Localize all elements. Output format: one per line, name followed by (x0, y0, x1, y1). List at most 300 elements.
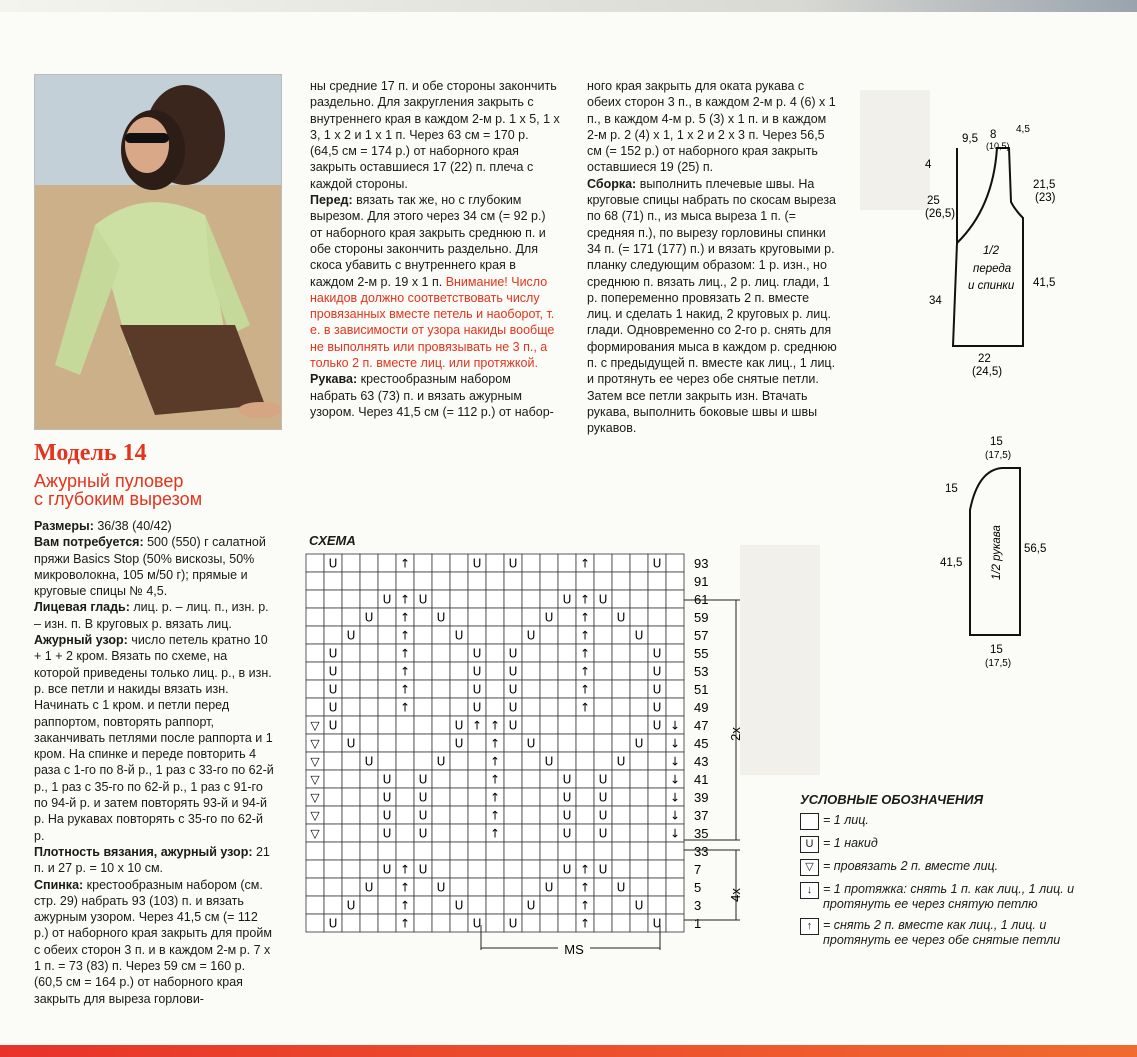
yarn-over-symbol: U (436, 880, 446, 895)
yarn-over-symbol: U (652, 700, 662, 715)
para-text: 21 п. и 27 р. = 10 х 10 см. (34, 844, 270, 876)
model-photo-illustration (35, 75, 281, 429)
yarn-over-symbol: U (562, 826, 572, 841)
body-schematic (895, 118, 1095, 388)
chart-cell (522, 788, 540, 806)
chart-cell (396, 842, 414, 860)
yarn-over-symbol: U (454, 718, 464, 733)
down-arrow-symbol: ↓ (669, 790, 681, 805)
knitting-chart (300, 550, 760, 965)
chart-cell (558, 716, 576, 734)
chart-cell (342, 806, 360, 824)
chart-cell (558, 626, 576, 644)
chart-cell (594, 716, 612, 734)
chart-cell (396, 770, 414, 788)
up-arrow-symbol: ↑ (399, 916, 411, 931)
chart-cell (594, 752, 612, 770)
chart-cell (414, 698, 432, 716)
yarn-over-symbol: U (382, 772, 392, 787)
repeat-label-4x: 4x (728, 888, 743, 902)
text-column-1 (34, 518, 274, 1007)
up-arrow-symbol: ↑ (399, 646, 411, 661)
yarn-over-symbol: U (328, 646, 338, 661)
row-label: 37 (694, 808, 709, 823)
down-arrow-symbol: ↓ (669, 826, 681, 841)
chart-cell (612, 788, 630, 806)
para-text: крестообразным набором (см. стр. 29) набрать 93 (103) п. и вязать ажурным узором. Через 41,5 см (= 112 р.) от наборного края закрыть для пройм с обеих сторон 3 п. и в каждом 2-м р. 7 х 1 п. = 73 (83) п. Через 59 см = 160 р. (60,5 см = 164 р.) от наборного края закрыть для выреза горлови- (34, 877, 272, 1006)
chart-cell (630, 770, 648, 788)
row-label: 41 (694, 772, 709, 787)
row-label: 43 (694, 754, 709, 769)
chart-cell (414, 734, 432, 752)
dim-left-25b: (26,5) (925, 208, 956, 220)
up-arrow-symbol: ↑ (579, 862, 591, 877)
chart-cell (414, 914, 432, 932)
para-text: вязать так же, но с глубоким вырезом. Для этого через 34 см (= 92 р.) от наборного края закрыть среднюю п. и обе стороны закончить раздельно. Для скоса убавить с внутреннего края в каждом 2-м р. 19 х 1 п. (310, 193, 546, 289)
up-arrow-symbol: ↑ (579, 682, 591, 697)
chart-cell (540, 842, 558, 860)
yarn-over-symbol: U (544, 610, 554, 625)
chart-cell (378, 698, 396, 716)
chart-cell (450, 770, 468, 788)
chart-cell (558, 842, 576, 860)
dim-bottom2: (24,5) (972, 366, 1003, 378)
yarn-over-symbol: U (544, 754, 554, 769)
chart-cell (594, 896, 612, 914)
chart-cell (378, 662, 396, 680)
up-arrow-symbol: ↑ (399, 682, 411, 697)
chart-cell (432, 590, 450, 608)
chart-cell (450, 698, 468, 716)
yarn-over-symbol: U (418, 790, 428, 805)
yarn-over-symbol: U (526, 736, 536, 751)
chart-cell (540, 662, 558, 680)
yarn-over-symbol: U (598, 790, 608, 805)
chart-cell (630, 608, 648, 626)
up-arrow-symbol: ↑ (399, 898, 411, 913)
chart-cell (450, 860, 468, 878)
yarn-over-symbol: U (562, 772, 572, 787)
para-heading: Сборка: (587, 176, 637, 191)
chart-cell (648, 752, 666, 770)
chart-cell (468, 788, 486, 806)
para-heading: Спинка: (34, 877, 84, 892)
chart-cell (432, 572, 450, 590)
k2tog-symbol: ▽ (310, 754, 320, 769)
chart-cell (450, 752, 468, 770)
row-label: 1 (694, 916, 702, 931)
scheme-label: СХЕМА (309, 533, 356, 548)
chart-cell (360, 716, 378, 734)
chart-cell (522, 608, 540, 626)
chart-cell (432, 914, 450, 932)
chart-cell (558, 608, 576, 626)
chart-cell (648, 590, 666, 608)
chart-cell (342, 788, 360, 806)
yarn-over-symbol: U (634, 898, 644, 913)
chart-cell (378, 716, 396, 734)
chart-cell (612, 626, 630, 644)
k2tog-symbol: ▽ (310, 718, 320, 733)
chart-cell (450, 788, 468, 806)
chart-cell (576, 752, 594, 770)
up-arrow-symbol: ↑ (489, 808, 501, 823)
chart-cell (468, 860, 486, 878)
yarn-over-symbol: U (436, 754, 446, 769)
legend-item-yarn-over (800, 836, 1113, 853)
yarn-over-symbol: U (472, 916, 482, 931)
chart-cell (486, 860, 504, 878)
chart-cell (414, 896, 432, 914)
row-label: 47 (694, 718, 709, 733)
para-assembly (587, 176, 837, 437)
chart-cell (432, 770, 450, 788)
chart-cell (504, 590, 522, 608)
chart-cell (648, 878, 666, 896)
chart-cell (612, 590, 630, 608)
up-arrow-symbol: ↑ (399, 862, 411, 877)
chart-cell (486, 896, 504, 914)
chart-cell (504, 788, 522, 806)
chart-cell (414, 554, 432, 572)
chart-cell (450, 590, 468, 608)
row-label: 59 (694, 610, 709, 625)
chart-cell (540, 698, 558, 716)
chart-cell (378, 914, 396, 932)
para-heading: Размеры: (34, 519, 94, 533)
yarn-over-symbol: U (382, 790, 392, 805)
chart-cell (540, 680, 558, 698)
chart-cell (576, 572, 594, 590)
chart-cell (378, 842, 396, 860)
chart-cell (504, 806, 522, 824)
subtitle-line-1: Ажурный пуловер (34, 471, 184, 491)
chart-cell (504, 824, 522, 842)
para-heading: Рукава: (310, 372, 358, 387)
chart-cell (378, 644, 396, 662)
chart-cell (306, 698, 324, 716)
chart-cell (432, 554, 450, 572)
chart-cell (432, 824, 450, 842)
yarn-over-symbol: U (544, 880, 554, 895)
chart-cell (648, 860, 666, 878)
chart-cell (666, 572, 684, 590)
chart-cell (504, 878, 522, 896)
chart-cell (324, 734, 342, 752)
text-column-3 (587, 78, 837, 437)
chart-cell (630, 644, 648, 662)
chart-cell (648, 734, 666, 752)
chart-cell (468, 824, 486, 842)
chart-cell (432, 860, 450, 878)
up-arrow-symbol: ↑ (399, 880, 411, 895)
sleeve-dim-left41: 41,5 (940, 557, 963, 569)
row-label: 45 (694, 736, 709, 751)
up-arrow-symbol: ↑ (489, 754, 501, 769)
yarn-over-symbol: U (382, 826, 392, 841)
chart-cell (306, 842, 324, 860)
chart-cell (594, 626, 612, 644)
yarn-over-symbol: U (598, 862, 608, 877)
chart-cell (612, 698, 630, 716)
chart-cell (630, 716, 648, 734)
chart-cell (486, 626, 504, 644)
chart-cell (630, 860, 648, 878)
chart-cell (540, 770, 558, 788)
para-sleeves (310, 371, 560, 420)
chart-cell (558, 554, 576, 572)
chart-cell (378, 554, 396, 572)
chart-cell (306, 914, 324, 932)
yarn-over-symbol: U (418, 592, 428, 607)
chart-cell (486, 878, 504, 896)
chart-cell (558, 878, 576, 896)
chart-cell (558, 914, 576, 932)
chart-cell (558, 662, 576, 680)
legend-item-knit (800, 813, 1113, 830)
chart-cell (324, 788, 342, 806)
model-photo (34, 74, 282, 430)
yarn-over-symbol: U (472, 682, 482, 697)
up-arrow-symbol: ↑ (489, 772, 501, 787)
chart-cell (540, 572, 558, 590)
yarn-over-symbol: U (454, 628, 464, 643)
yarn-over-symbol: U (634, 628, 644, 643)
chart-cell (612, 734, 630, 752)
yarn-over-symbol: U (616, 610, 626, 625)
chart-cell (360, 842, 378, 860)
para-heading: Ажурный узор: (34, 633, 128, 648)
yarn-over-symbol: U (598, 592, 608, 607)
chart-cell (378, 680, 396, 698)
chart-cell (666, 698, 684, 716)
chart-cell (504, 770, 522, 788)
chart-cell (612, 662, 630, 680)
chart-cell (324, 824, 342, 842)
chart-cell (306, 878, 324, 896)
chart-cell (306, 608, 324, 626)
para-text: выполнить плечевые швы. На круговые спицы набрать по скосам выреза по 68 (71) п., из мыса выреза 1 п. (= средняя п.), по вырезу горловины спинки 34 п. (= 171 (177) п.) и вязать круговыми р. планку следующим образом: 1 р. изн., но среднюю п. вязать лиц., 2 р. лиц. глади, 1 р. попеременно провязать 2 п. вместе лиц. и сделать 1 накид, 2 круговых р. лиц. глади. Одновременно со 2-го р. снять для формирования мыса в каждом р. среднюю п. с предыдущей п. вместе как лиц., 1 лиц. и протянуть ее через обе снятые петли. Затем все петли закрыть изн. Втачать рукава, выполнить боковые швы и швы рукавов. (587, 176, 837, 436)
chart-cell (504, 608, 522, 626)
chart-cell (342, 680, 360, 698)
chart-cell (540, 626, 558, 644)
yarn-over-symbol: U (418, 808, 428, 823)
chart-cell (468, 626, 486, 644)
up-arrow-symbol: ↑ (399, 628, 411, 643)
chart-cell (594, 842, 612, 860)
chart-cell (468, 842, 486, 860)
chart-cell (540, 716, 558, 734)
yarn-over-symbol: U (526, 898, 536, 913)
chart-cell (522, 842, 540, 860)
dim-left-4: 4 (925, 159, 932, 171)
chart-cell (306, 644, 324, 662)
chart-cell (576, 842, 594, 860)
chart-cell (396, 734, 414, 752)
inner-label-3: и спинки (968, 280, 1015, 292)
chart-cell (378, 626, 396, 644)
chart-cell (324, 878, 342, 896)
para-heading: Перед: (310, 193, 353, 208)
chart-cell (666, 860, 684, 878)
chart-cell (666, 590, 684, 608)
up-arrow-symbol: ↑ (399, 664, 411, 679)
chart-cell (576, 788, 594, 806)
chart-cell (450, 914, 468, 932)
chart-cell (360, 914, 378, 932)
chart-cell (612, 644, 630, 662)
yarn-over-symbol: U (364, 880, 374, 895)
chart-cell (612, 824, 630, 842)
yarn-over-symbol: U (508, 916, 518, 931)
chart-cell (432, 644, 450, 662)
chart-cell (666, 680, 684, 698)
yarn-over-symbol: U (652, 718, 662, 733)
chart-cell (324, 626, 342, 644)
sleeve-inner-label: 1/2 рукава (991, 525, 1003, 580)
chart-cell (360, 626, 378, 644)
chart-cell (342, 770, 360, 788)
chart-cell (540, 860, 558, 878)
para-back-cont (310, 78, 560, 192)
chart-cell (666, 608, 684, 626)
chart-cell (324, 770, 342, 788)
up-arrow-symbol: ↑ (489, 790, 501, 805)
para-back (34, 877, 274, 1007)
chart-cell (450, 680, 468, 698)
chart-cell (504, 752, 522, 770)
chart-cell (378, 878, 396, 896)
chart-cell (504, 842, 522, 860)
page-bottom-edge (0, 1045, 1137, 1057)
legend-text: = 1 протяжка: снять 1 п. как лиц., 1 лиц. и протянуть ее через снятую петлю (823, 882, 1075, 911)
chart-cell (450, 554, 468, 572)
chart-cell (432, 716, 450, 734)
model-title: Модель 14 (34, 440, 147, 466)
chart-cell (522, 572, 540, 590)
chart-cell (648, 608, 666, 626)
chart-cell (306, 662, 324, 680)
sleeve-dim-bottom: 15 (990, 644, 1003, 656)
chart-cell (594, 554, 612, 572)
chart-cell (612, 716, 630, 734)
para-text: ного края закрыть для оката рукава с обеих сторон 3 п., в каждом 2-м р. 4 (6) х 1 п., в каждом 4-м р. 5 (3) х 1 п. и в каждом 2-м р. 2 (4) х 1, 1 х 2 и 2 х 3 п. Через 56,5 см (= 152 р.) от наборного края закрыть оставшиеся 19 (25) п. (587, 79, 836, 175)
para-text: крестообразным набором набрать 63 (73) п. и вязать ажурным узором. Через 41,5 см (= 112 р.) от набор- (310, 372, 554, 419)
chart-cell (630, 878, 648, 896)
yarn-over-symbol: U (454, 898, 464, 913)
down-arrow-symbol: ↓ (669, 808, 681, 823)
chart-cell (306, 554, 324, 572)
chart-cell (342, 878, 360, 896)
chart-cell (648, 626, 666, 644)
chart-cell (522, 554, 540, 572)
chart-cell (450, 806, 468, 824)
chart-cell (666, 554, 684, 572)
chart-cell (342, 572, 360, 590)
chart-cell (432, 896, 450, 914)
yarn-over-symbol: U (652, 664, 662, 679)
para-text: ны средние 17 п. и обе стороны закончить раздельно. Для закругления закрыть с внутреннего края в каждом 2-м р. 1 х 5, 1 х 3, 1 х 2 и 1 х 1 п. Через 63 см = 170 р. (64,5 см = 174 р.) от наборного края закрыть оставшиеся 17 (22) п. плеча с каждой стороны. (310, 79, 560, 191)
yarn-over-symbol: U (364, 754, 374, 769)
dim-top-b2: (10,5) (986, 141, 1010, 151)
yarn-over-symbol: U (328, 916, 338, 931)
yarn-over-symbol: U (418, 772, 428, 787)
chart-cell (630, 590, 648, 608)
para-text: 500 (550) г салатной пряжи Basics Stop (50% вискозы, 50% микроволокна, 105 м/50 г); прямые и круговые спицы № 4,5. (34, 535, 266, 599)
yarn-over-symbol: U (328, 700, 338, 715)
warning-text: Внимание! Число накидов должно соответствовать числу провязанных вместе петель и наоборот, т. е. в зависимости от узора накиды вообще не выполнять или провязывать не 3 п., а только 2 п. вместе лиц. или протяжкой. (310, 274, 555, 371)
chart-cell (522, 680, 540, 698)
chart-cell (342, 662, 360, 680)
chart-cell (522, 770, 540, 788)
yarn-over-icon: U (800, 836, 819, 853)
down-arrow-symbol: ↓ (669, 736, 681, 751)
chart-cell (630, 824, 648, 842)
chart-cell (576, 716, 594, 734)
chart-cell (342, 716, 360, 734)
k2tog-symbol: ▽ (310, 808, 320, 823)
chart-cell (630, 752, 648, 770)
chart-cell (378, 572, 396, 590)
chart-cell (342, 590, 360, 608)
row-label: 3 (694, 898, 702, 913)
down-arrow-symbol: ↓ (669, 772, 681, 787)
chart-cell (558, 680, 576, 698)
chart-cell (558, 752, 576, 770)
chart-cell (396, 806, 414, 824)
chart-cell (306, 626, 324, 644)
para-sleeves-cont (587, 78, 837, 176)
chart-cell (612, 842, 630, 860)
yarn-over-symbol: U (598, 826, 608, 841)
inner-label-2: переда (973, 263, 1012, 275)
chart-cell (396, 788, 414, 806)
up-arrow-symbol: ↑ (471, 718, 483, 733)
chart-cell (414, 752, 432, 770)
chart-cell (540, 590, 558, 608)
chart-cell (342, 752, 360, 770)
chart-cell (630, 806, 648, 824)
up-arrow-symbol: ↑ (399, 610, 411, 625)
chart-cell (522, 590, 540, 608)
chart-cell (576, 734, 594, 752)
chart-cell (378, 734, 396, 752)
chart-cell (666, 662, 684, 680)
inner-label-1: 1/2 (983, 245, 999, 257)
up-arrow-symbol: ↑ (579, 916, 591, 931)
chart-cell (486, 662, 504, 680)
row-label: 61 (694, 592, 709, 607)
knitting-chart-svg (300, 550, 760, 960)
chart-cell (450, 878, 468, 896)
chart-cell (522, 752, 540, 770)
row-label: 57 (694, 628, 709, 643)
chart-cell (324, 590, 342, 608)
chart-cell (522, 644, 540, 662)
yarn-over-symbol: U (598, 808, 608, 823)
yarn-over-symbol: U (328, 718, 338, 733)
up-arrow-symbol: ↑ (579, 610, 591, 625)
chart-cell (522, 716, 540, 734)
yarn-over-symbol: U (562, 790, 572, 805)
chart-cell (486, 554, 504, 572)
chart-cell (486, 590, 504, 608)
chart-cell (666, 878, 684, 896)
chart-cell (396, 572, 414, 590)
yarn-over-symbol: U (508, 682, 518, 697)
dim-left-25: 25 (927, 195, 940, 207)
up-arrow-symbol: ↑ (399, 556, 411, 571)
